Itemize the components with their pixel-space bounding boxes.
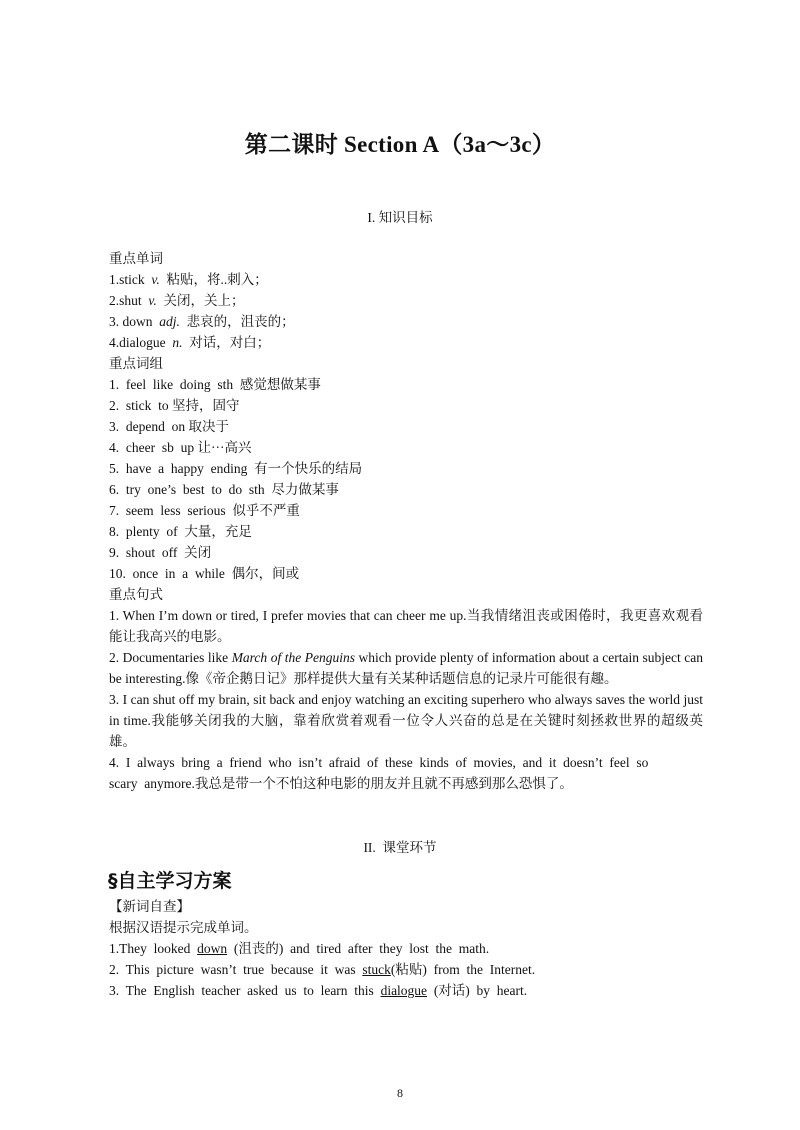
key-words-heading: 重点单词 bbox=[109, 251, 163, 266]
exercise-instruction: 根据汉语提示完成单词。 bbox=[109, 920, 258, 935]
exercise-item: 3. The English teacher asked us to learn this dialogue (对话) by heart. bbox=[109, 983, 528, 998]
key-sentence-4-line-1: 4. I always bring a friend who isn’t afraid of these kinds of movies, and it doesn’t feel so bbox=[109, 755, 649, 770]
key-phrase-item: 8. plenty of 大量，充足 bbox=[109, 524, 252, 539]
self-study-content bbox=[109, 896, 703, 1001]
key-sentences-heading: 重点句式 bbox=[109, 587, 163, 602]
answer-blank: dialogue bbox=[380, 983, 428, 998]
key-sentence-1: 1. When I’m down or tired, I prefer movies that can cheer me up.当我情绪沮丧或困倦时，我更喜欢观看能让我高兴的电影。 bbox=[109, 608, 703, 644]
key-sentence-2: 2. Documentaries like March of the Penguins which provide plenty of information about a certain subject can be interesting.像《帝企鹅日记》那样提供大量有关某种话题信息的记录片可能很有趣。 bbox=[109, 650, 703, 686]
page-number: 8 bbox=[397, 1086, 403, 1100]
section-heading-knowledge-goals: I. 知识目标 bbox=[367, 210, 433, 225]
key-word-item: 1.stick v. 粘贴，将..刺入； bbox=[109, 272, 268, 287]
key-phrase-item: 9. shout off 关闭 bbox=[109, 545, 212, 560]
self-study-heading: §自主学习方案 bbox=[108, 870, 232, 892]
key-phrase-item: 10. once in a while 偶尔，间或 bbox=[109, 566, 300, 581]
key-phrase-item: 3. depend on 取决于 bbox=[109, 419, 229, 434]
key-sentence-4-line-2: scary anymore.我总是带一个不怕这种电影的朋友并且就不再感到那么恐惧了。 bbox=[109, 776, 573, 791]
key-content bbox=[109, 248, 703, 794]
key-phrase-item: 5. have a happy ending 有一个快乐的结局 bbox=[109, 461, 363, 476]
answer-blank: down bbox=[197, 941, 228, 956]
key-phrase-item: 4. cheer sb up 让···高兴 bbox=[109, 440, 252, 455]
page-title: 第二课时 Section A（3a～3c） bbox=[244, 132, 556, 157]
key-phrase-item: 1. feel like doing sth 感觉想做某事 bbox=[109, 377, 321, 392]
key-word-item: 3. down adj. 悲哀的，沮丧的； bbox=[109, 314, 295, 329]
section-heading-class-session: II. 课堂环节 bbox=[363, 840, 437, 855]
key-phrase-item: 7. seem less serious 似乎不严重 bbox=[109, 503, 300, 518]
key-phrase-item: 6. try one’s best to do sth 尽力做某事 bbox=[109, 482, 339, 497]
new-words-bracket-label: 【新词自查】 bbox=[109, 899, 190, 914]
answer-blank: stuck bbox=[362, 962, 391, 977]
key-word-item: 2.shut v. 关闭，关上； bbox=[109, 293, 245, 308]
exercise-item: 1.They looked down (沮丧的) and tired after they lost the math. bbox=[109, 941, 490, 956]
key-word-item: 4.dialogue n. 对话，对白； bbox=[109, 335, 271, 350]
key-phrase-item: 2. stick to 坚持，固守 bbox=[109, 398, 240, 413]
key-phrases-heading: 重点词组 bbox=[109, 356, 163, 371]
exercise-item: 2. This picture wasn’t true because it was stuck(粘贴) from the Internet. bbox=[109, 962, 536, 977]
key-sentence-3: 3. I can shut off my brain, sit back and enjoy watching an exciting superhero who always saves the world just in time.我能够关闭我的大脑，靠着欣赏着观看一位令人兴奋的总是在关键时刻拯救世界的超级英雄。 bbox=[109, 692, 703, 749]
